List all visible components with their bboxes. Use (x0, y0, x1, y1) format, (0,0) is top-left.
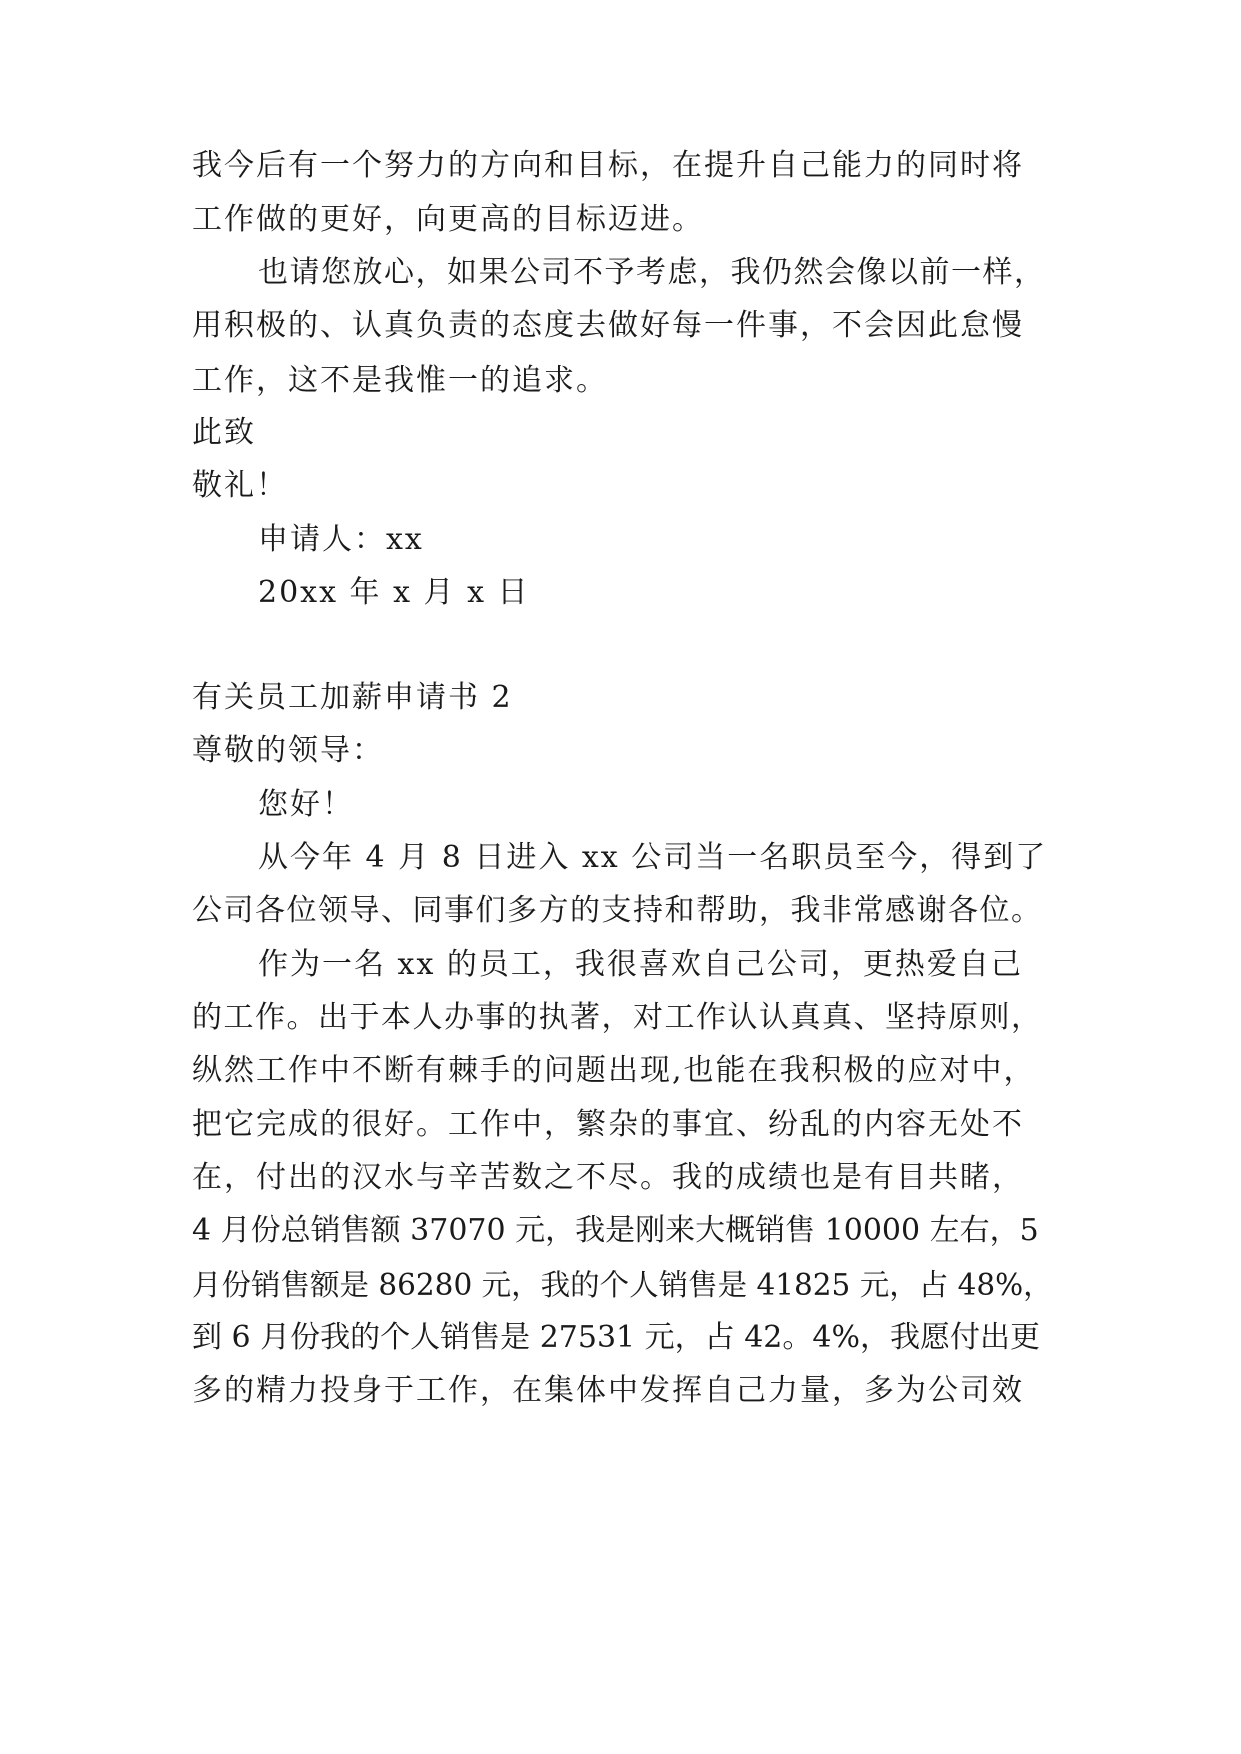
paragraph-line: 在，付出的汉水与辛苦数之不尽。我的成绩也是有目共睹， (192, 1160, 1024, 1195)
paragraph-line: 作为一名 xx 的员工，我很喜欢自己公司，更热爱自己 (258, 947, 1023, 982)
greeting: 您好！ (258, 787, 354, 822)
section-title: 有关员工加薪申请书 2 (192, 680, 513, 715)
signature-applicant: 申请人：xx (258, 522, 424, 557)
paragraph-line: 工作做的更好，向更高的目标迈进。 (192, 202, 704, 237)
closing-phrase: 此致 (192, 415, 256, 450)
paragraph-line: 公司各位领导、同事们多方的支持和帮助，我非常感谢各位。 (192, 893, 1043, 928)
paragraph-line: 从今年 4 月 8 日进入 xx 公司当一名职员至今，得到了 (258, 840, 1048, 875)
signature-date: 20xx 年 x 月 x 日 (258, 575, 530, 610)
paragraph-line: 用积极的、认真负责的态度去做好每一件事，不会因此怠慢 (192, 308, 1024, 343)
paragraph-line: 工作，这不是我惟一的追求。 (192, 363, 608, 398)
paragraph-line: 多的精力投身于工作，在集体中发挥自己力量，多为公司效 (192, 1373, 1024, 1408)
paragraph-line: 的工作。出于本人办事的执著，对工作认认真真、坚持原则， (192, 1000, 1043, 1035)
paragraph-line: 把它完成的很好。工作中，繁杂的事宜、纷乱的内容无处不 (192, 1107, 1024, 1142)
paragraph-line: 纵然工作中不断有棘手的问题出现,也能在我积极的应对中， (192, 1053, 1036, 1088)
salutation: 尊敬的领导： (192, 733, 384, 768)
paragraph-line: 我今后有一个努力的方向和目标，在提升自己能力的同时将 (192, 148, 1024, 183)
closing-salutation: 敬礼！ (192, 468, 288, 503)
paragraph-line: 月份销售额是 86280 元，我的个人销售是 41825 元，占 48%， (192, 1268, 1053, 1302)
paragraph-line: 到 6 月份我的个人销售是 27531 元，占 42。4%，我愿付出更 (192, 1320, 1040, 1355)
paragraph-line: 4 月份总销售额 37070 元，我是刚来大概销售 10000 左右，5 (192, 1213, 1039, 1248)
paragraph-line: 也请您放心，如果公司不予考虑，我仍然会像以前一样， (258, 255, 1046, 290)
